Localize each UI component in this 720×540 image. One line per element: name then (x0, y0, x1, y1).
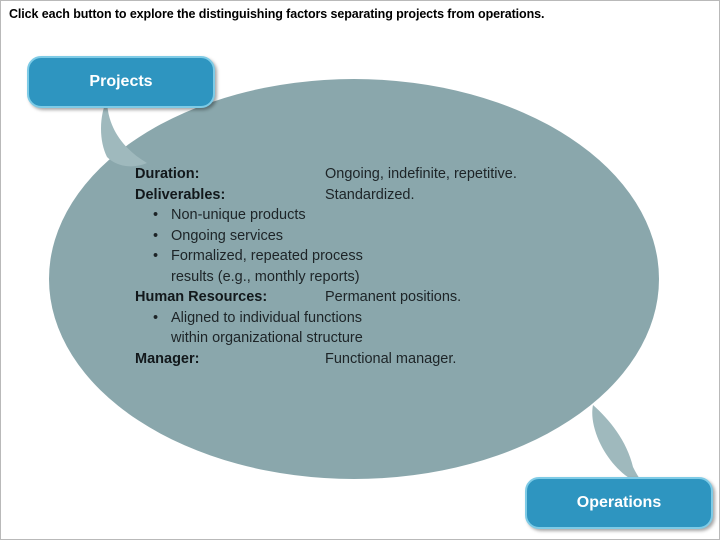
attribute-row (135, 349, 605, 370)
instruction-text: Click each button to explore the distinguishing factors separating projects from operations. (9, 7, 545, 21)
attribute-value: Functional manager. (325, 350, 457, 367)
attribute-row (135, 164, 605, 185)
list-item (135, 246, 401, 287)
operations-button[interactable] (525, 477, 713, 529)
bullet-icon: • (153, 309, 159, 326)
attribute-row (135, 287, 605, 308)
list-item (135, 205, 605, 226)
attribute-label: Duration: (135, 166, 200, 182)
projects-button[interactable] (27, 56, 215, 108)
bullet-icon: • (153, 248, 159, 264)
list-item-label: Formalized, repeated process results (e.g., monthly reports) (171, 248, 363, 285)
attribute-value: Permanent positions. (325, 289, 462, 305)
attribute-value: Standardized. (325, 186, 415, 203)
bullet-icon: • (153, 207, 159, 223)
operations-attributes-list (135, 164, 605, 369)
attribute-bullet-list (135, 308, 605, 349)
operations-button-label: Operations (576, 494, 662, 511)
list-item-label: Non-unique products (171, 207, 306, 223)
attribute-row (135, 185, 605, 206)
list-item-label: Aligned to individual functions within organizational structure (171, 309, 363, 346)
attribute-label: Deliverables: (135, 186, 226, 203)
attribute-value: Ongoing, indefinite, repetitive. (325, 166, 517, 182)
list-item (135, 308, 391, 349)
list-item-label: Ongoing services (171, 227, 284, 244)
attribute-label: Human Resources: (135, 289, 268, 305)
projects-button-label: Projects (89, 73, 153, 90)
list-item (135, 226, 605, 247)
bullet-icon: • (153, 227, 159, 244)
attribute-label: Manager: (135, 350, 200, 367)
attribute-bullet-list (135, 205, 605, 287)
operations-connector-arrow (587, 401, 657, 487)
